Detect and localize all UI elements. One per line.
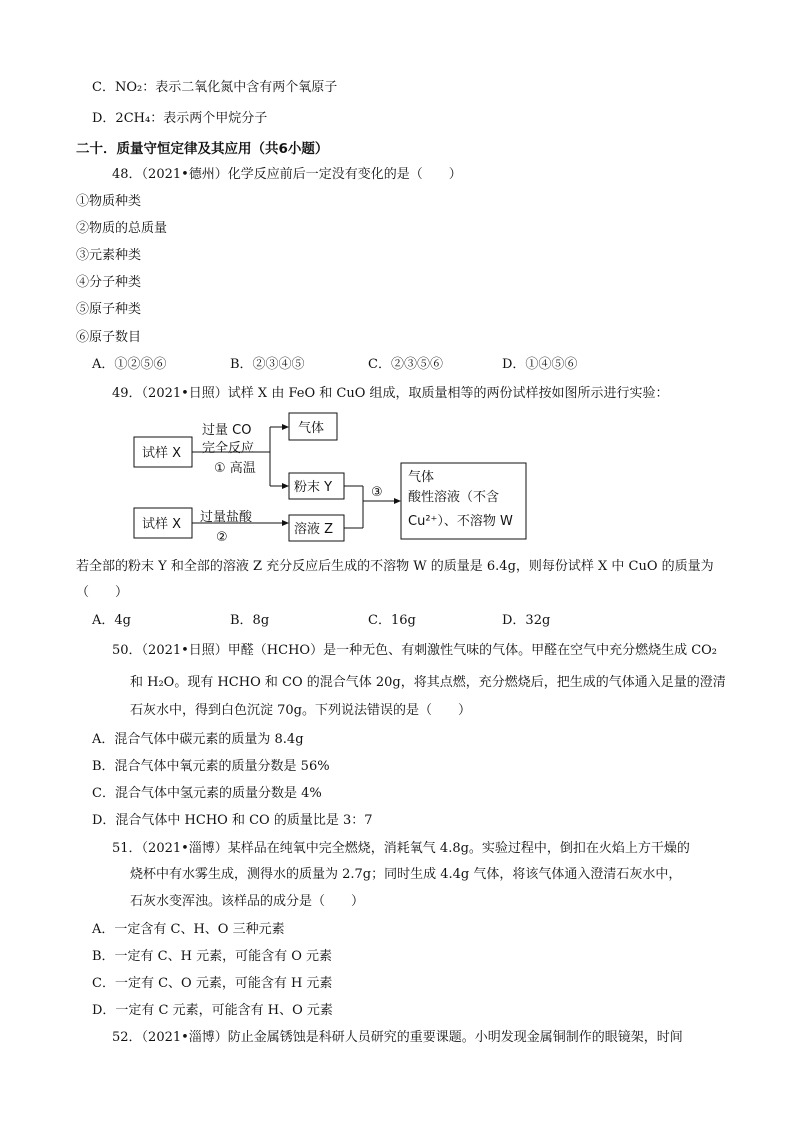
condition1-line3: ① 高温 [214, 461, 256, 476]
q51-stem-line2: 烧杯中有水雾生成，测得水的质量为 2.7g；同时生成 4.4g 气体，将该气体通入澄清石灰水中， [130, 867, 682, 882]
q50-option-d: D．混合气体中 HCHO 和 CO 的质量比是 3：7 [92, 813, 373, 828]
q48-item: ⑤原子种类 [76, 302, 142, 317]
q48-option-c: C．②③⑤⑥ [368, 357, 443, 372]
result-line1: 气体 [408, 470, 435, 485]
sample-x-bottom-label: 试样 X [142, 517, 182, 532]
q48-option-d: D．①④⑤⑥ [502, 357, 578, 372]
result-line3: Cu²⁺）、不溶物 W [408, 514, 513, 529]
condition2-line1: 过量盐酸 [200, 510, 253, 525]
q51-option-d: D．一定有 C 元素，可能含有 H、O 元素 [92, 1003, 333, 1018]
q52-stem: 52．（2021•淄博）防止金属锈蚀是科研人员研究的重要课题。小明发现金属铜制作的眼镜架，时间 [112, 1030, 683, 1045]
q48-item: ②物质的总质量 [76, 221, 168, 236]
q49-continuation: 若全部的粉末 Y 和全部的溶液 Z 充分反应后生成的不溶物 W 的质量是 6.4g，则每份试样 X 中 CuO 的质量为 [76, 559, 714, 574]
q48-stem: 48．（2021•德州）化学反应前后一定没有变化的是（ ） [112, 167, 462, 182]
q49-option-c: C．16g [368, 613, 416, 628]
experiment-flow-diagram [128, 408, 538, 548]
section-heading: 二十．质量守恒定律及其应用（共6小题） [76, 141, 329, 157]
q47-option-c: C．NO₂：表示二氧化氮中含有两个氧原子 [92, 80, 338, 95]
sample-x-top-label: 试样 X [142, 446, 182, 461]
q51-option-c: C．一定有 C、O 元素，可能含有 H 元素 [92, 976, 333, 991]
condition2-line2: ② [216, 530, 228, 545]
result-line2: 酸性溶液（不含 [408, 490, 500, 505]
q51-option-b: B．一定有 C、H 元素，可能含有 O 元素 [92, 949, 333, 964]
condition1-line1: 过量 CO [202, 423, 252, 438]
q49-answer-blank: （ ） [76, 585, 129, 600]
q51-stem-line3: 石灰水变浑浊。该样品的成分是（ ） [130, 894, 365, 909]
q50-option-c: C．混合气体中氢元素的质量分数是 4% [92, 786, 322, 801]
q50-option-a: A．混合气体中碳元素的质量为 8.4g [92, 732, 304, 747]
q48-item: ③元素种类 [76, 248, 142, 263]
q47-option-d: D．2CH₄：表示两个甲烷分子 [92, 111, 268, 126]
q48-item: ④分子种类 [76, 275, 142, 290]
q51-option-a: A．一定含有 C、H、O 三种元素 [92, 922, 285, 937]
q49-stem: 49．（2021•日照）试样 X 由 FeO 和 CuO 组成，取质量相等的两份试样按如图所示进行实验： [112, 386, 669, 401]
q48-item: ⑥原子数目 [76, 330, 142, 345]
q50-stem-line2: 和 H₂O。现有 HCHO 和 CO 的混合气体 20g，将其点燃，充分燃烧后，把生成的气体通入足量的澄清 [130, 675, 726, 690]
gas-label: 气体 [298, 421, 325, 436]
q50-stem-line3: 石灰水中，得到白色沉淀 70g。下列说法错误的是（ ） [130, 703, 471, 718]
q48-option-a: A．①②⑤⑥ [92, 357, 167, 372]
q50-option-b: B．混合气体中氧元素的质量分数是 56% [92, 759, 330, 774]
step3-label: ③ [371, 485, 383, 500]
q50-stem-line1: 50．（2021•日照）甲醛（HCHO）是一种无色、有刺激性气味的气体。甲醛在空气中充分燃烧生成 CO₂ [112, 643, 718, 658]
q49-option-b: B．8g [230, 613, 270, 628]
q48-option-b: B．②③④⑤ [230, 357, 305, 372]
condition1-line2: 完全反应 [202, 441, 255, 456]
powder-y-label: 粉末 Y [294, 480, 333, 495]
q48-item: ①物质种类 [76, 194, 142, 209]
q49-option-d: D．32g [502, 613, 551, 628]
q49-option-a: A．4g [92, 613, 131, 628]
solution-z-label: 溶液 Z [294, 522, 334, 537]
q51-stem-line1: 51．（2021•淄博）某样品在纯氧中完全燃烧，消耗氧气 4.8g。实验过程中，倒扣在火焰上方干燥的 [112, 841, 690, 856]
